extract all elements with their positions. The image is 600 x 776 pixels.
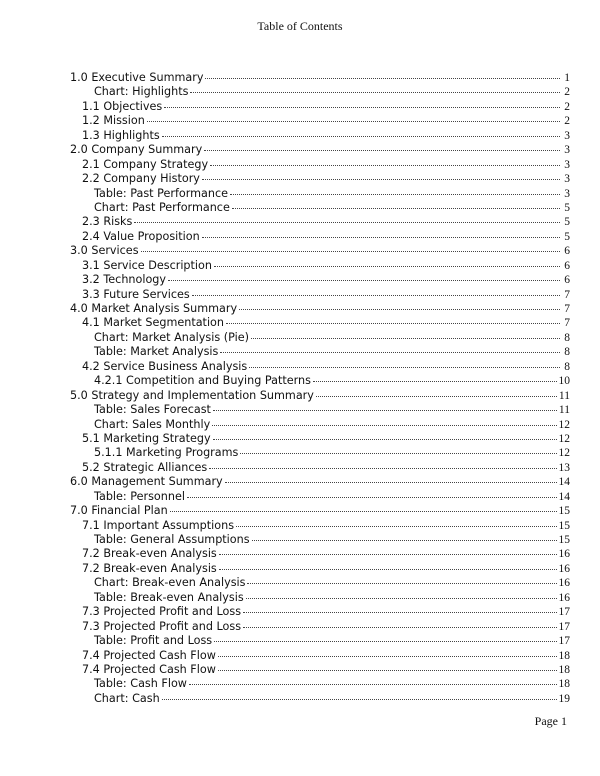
dot-leader: [219, 559, 557, 570]
toc-entry-label: Table: General Assumptions: [94, 533, 250, 546]
toc-entry-label: Chart: Cash: [94, 691, 160, 705]
dot-leader: [218, 660, 557, 671]
toc-entry-label: 4.0 Market Analysis Summary: [70, 302, 238, 315]
toc-entry-page: 6: [564, 245, 570, 258]
dot-leader: [219, 544, 557, 555]
toc-entry-label: 1.2 Mission: [82, 114, 145, 128]
toc-entry-page: 16: [558, 577, 570, 590]
dot-leader: [213, 429, 557, 440]
toc-entry-page: 7: [564, 288, 570, 301]
toc-entry-page: 15: [558, 534, 570, 546]
toc-entry-page: 12: [558, 447, 570, 460]
dot-leader: [243, 602, 556, 613]
toc-entry-page: 3: [564, 187, 570, 200]
dot-leader: [134, 212, 560, 223]
toc-entry-label: 3.3 Future Services: [82, 287, 190, 301]
toc-entry-label: 5.0 Strategy and Implementation Summary: [70, 388, 314, 402]
toc-entry-label: 2.2 Company History: [82, 172, 200, 186]
toc-entry-page: 11: [558, 389, 570, 402]
page-number: Page 1: [534, 714, 567, 728]
toc-entry[interactable]: [70, 691, 570, 705]
dot-leader: [164, 97, 560, 108]
toc-entry-label: Table: Break-even Analysis: [94, 590, 244, 604]
dot-leader: [170, 501, 557, 512]
toc-entry-label: 3.2 Technology: [82, 273, 167, 287]
toc-entry-label: 3.0 Services: [70, 244, 139, 258]
toc-entry-page: 2: [564, 86, 570, 99]
toc-entry-page: 15: [558, 519, 570, 532]
toc-entry-page: 2: [564, 100, 570, 113]
dot-leader: [168, 270, 560, 281]
dot-leader: [218, 646, 557, 657]
toc-entry-page: 2: [564, 115, 570, 128]
toc-entry-page: 12: [558, 432, 570, 445]
toc-entry-label: 2.1 Company Strategy: [82, 157, 209, 171]
toc-entry-page: 18: [558, 663, 570, 676]
toc-entry-page: 5: [564, 216, 570, 229]
toc-entry-label: 4.2 Service Business Analysis: [82, 359, 248, 373]
dot-leader: [313, 371, 557, 382]
toc-entry-label: 3.1 Service Description: [82, 258, 212, 272]
toc-entry-label: 7.2 Break-even Analysis: [82, 547, 217, 561]
dot-leader: [189, 674, 557, 685]
dot-leader: [316, 386, 557, 397]
toc-entry-page: 1: [564, 72, 570, 84]
toc-entry-page: 7: [564, 317, 570, 330]
toc-entry-label: Chart: Market Analysis (Pie): [94, 330, 249, 344]
toc-entry-label: Table: Personnel: [94, 489, 185, 503]
toc-entry-page: 5: [564, 201, 570, 214]
toc-entry-label: Table: Profit and Loss: [94, 634, 213, 648]
toc-entry-label: 1.1 Objectives: [82, 99, 163, 113]
toc-entry-page: 8: [564, 331, 570, 344]
toc-entry-page: 12: [558, 418, 570, 431]
dot-leader: [190, 82, 560, 93]
toc-entry-page: 10: [558, 375, 570, 388]
toc-entry-label: 7.0 Financial Plan: [70, 504, 168, 518]
toc-entry-page: 6: [564, 274, 570, 287]
dot-leader: [202, 169, 560, 180]
toc-entry-page: 15: [558, 505, 570, 518]
toc-entry-label: 7.3 Projected Profit and Loss: [82, 619, 242, 633]
toc-entry-label: Chart: Past Performance: [94, 200, 230, 214]
toc-entry-label: Table: Past Performance: [94, 186, 229, 200]
toc-entry-label: Chart: Break-even Analysis: [94, 576, 246, 590]
toc-entry-page: 17: [558, 635, 570, 648]
toc-entry-page: 16: [558, 591, 570, 604]
table-of-contents: [70, 70, 570, 705]
toc-entry-label: 5.1.1 Marketing Programs: [94, 446, 239, 460]
toc-entry-page: 8: [564, 360, 570, 373]
toc-entry-label: 7.1 Important Assumptions: [82, 518, 235, 532]
toc-entry-label: 1.0 Executive Summary: [70, 71, 204, 84]
dot-leader: [202, 227, 560, 238]
dot-leader: [187, 487, 557, 498]
toc-entry-label: 4.1 Market Segmentation: [82, 316, 224, 330]
toc-entry-page: 17: [558, 606, 570, 619]
dot-leader: [240, 443, 556, 454]
dot-leader: [209, 458, 556, 469]
dot-leader: [239, 299, 560, 310]
toc-entry-label: 4.2.1 Competition and Buying Patterns: [94, 374, 311, 388]
toc-entry-page: 3: [564, 158, 570, 171]
dot-leader: [210, 155, 560, 166]
dot-leader: [213, 400, 557, 411]
page-title: Table of Contents: [257, 19, 343, 33]
toc-entry-page: 16: [558, 548, 570, 561]
toc-entry-page: 18: [558, 678, 570, 691]
dot-leader: [243, 617, 556, 628]
dot-leader: [162, 689, 557, 700]
dot-leader: [232, 198, 560, 209]
toc-entry-label: 1.3 Highlights: [82, 128, 160, 142]
toc-entry-label: 6.0 Management Summary: [70, 475, 223, 489]
dot-leader: [204, 140, 560, 151]
dot-leader: [249, 357, 560, 368]
dot-leader: [205, 68, 560, 79]
toc-entry-label: Chart: Highlights: [94, 85, 189, 99]
toc-entry-label: 7.4 Projected Cash Flow: [82, 648, 216, 662]
dot-leader: [162, 126, 560, 137]
dot-leader: [246, 588, 557, 599]
toc-entry-label: 7.3 Projected Profit and Loss: [82, 605, 242, 619]
toc-entry-label: 2.0 Company Summary: [70, 143, 203, 157]
dot-leader: [214, 631, 556, 642]
toc-entry-page: 19: [558, 692, 570, 705]
dot-leader: [214, 256, 560, 267]
toc-entry-label: Table: Cash Flow: [94, 677, 187, 691]
toc-entry-page: 16: [558, 562, 570, 575]
toc-entry-label: 5.2 Strategic Alliances: [82, 460, 208, 474]
toc-entry-page: 17: [558, 620, 570, 633]
dot-leader: [247, 573, 556, 584]
dot-leader: [251, 328, 560, 339]
dot-leader: [252, 530, 557, 541]
toc-entry-page: 5: [564, 230, 570, 243]
dot-leader: [147, 111, 560, 122]
toc-entry-label: 7.4 Projected Cash Flow: [82, 662, 216, 676]
dot-leader: [141, 241, 560, 252]
toc-entry-page: 3: [564, 173, 570, 186]
toc-entry-page: 11: [558, 404, 570, 417]
toc-entry-label: Chart: Sales Monthly: [94, 417, 211, 431]
toc-entry-page: 8: [564, 346, 570, 359]
dot-leader: [236, 516, 556, 527]
toc-entry-label: 2.4 Value Proposition: [82, 229, 200, 243]
toc-entry-page: 13: [558, 461, 570, 474]
toc-entry-page: 6: [564, 259, 570, 272]
dot-leader: [226, 313, 560, 324]
toc-entry-page: 14: [558, 490, 570, 503]
toc-entry-page: 3: [564, 144, 570, 157]
dot-leader: [225, 472, 557, 483]
toc-entry-page: 14: [558, 476, 570, 489]
toc-entry-page: 7: [564, 303, 570, 315]
toc-entry-label: 7.2 Break-even Analysis: [82, 561, 217, 575]
toc-entry-label: Table: Market Analysis: [94, 345, 219, 359]
dot-leader: [192, 285, 560, 296]
toc-entry-page: 18: [558, 649, 570, 662]
dot-leader: [220, 342, 560, 353]
toc-entry-page: 3: [564, 129, 570, 142]
toc-entry-label: 2.3 Risks: [82, 215, 133, 229]
toc-entry-label: Table: Sales Forecast: [94, 403, 211, 417]
dot-leader: [230, 184, 560, 195]
dot-leader: [212, 415, 556, 426]
toc-entry-label: 5.1 Marketing Strategy: [82, 431, 211, 445]
